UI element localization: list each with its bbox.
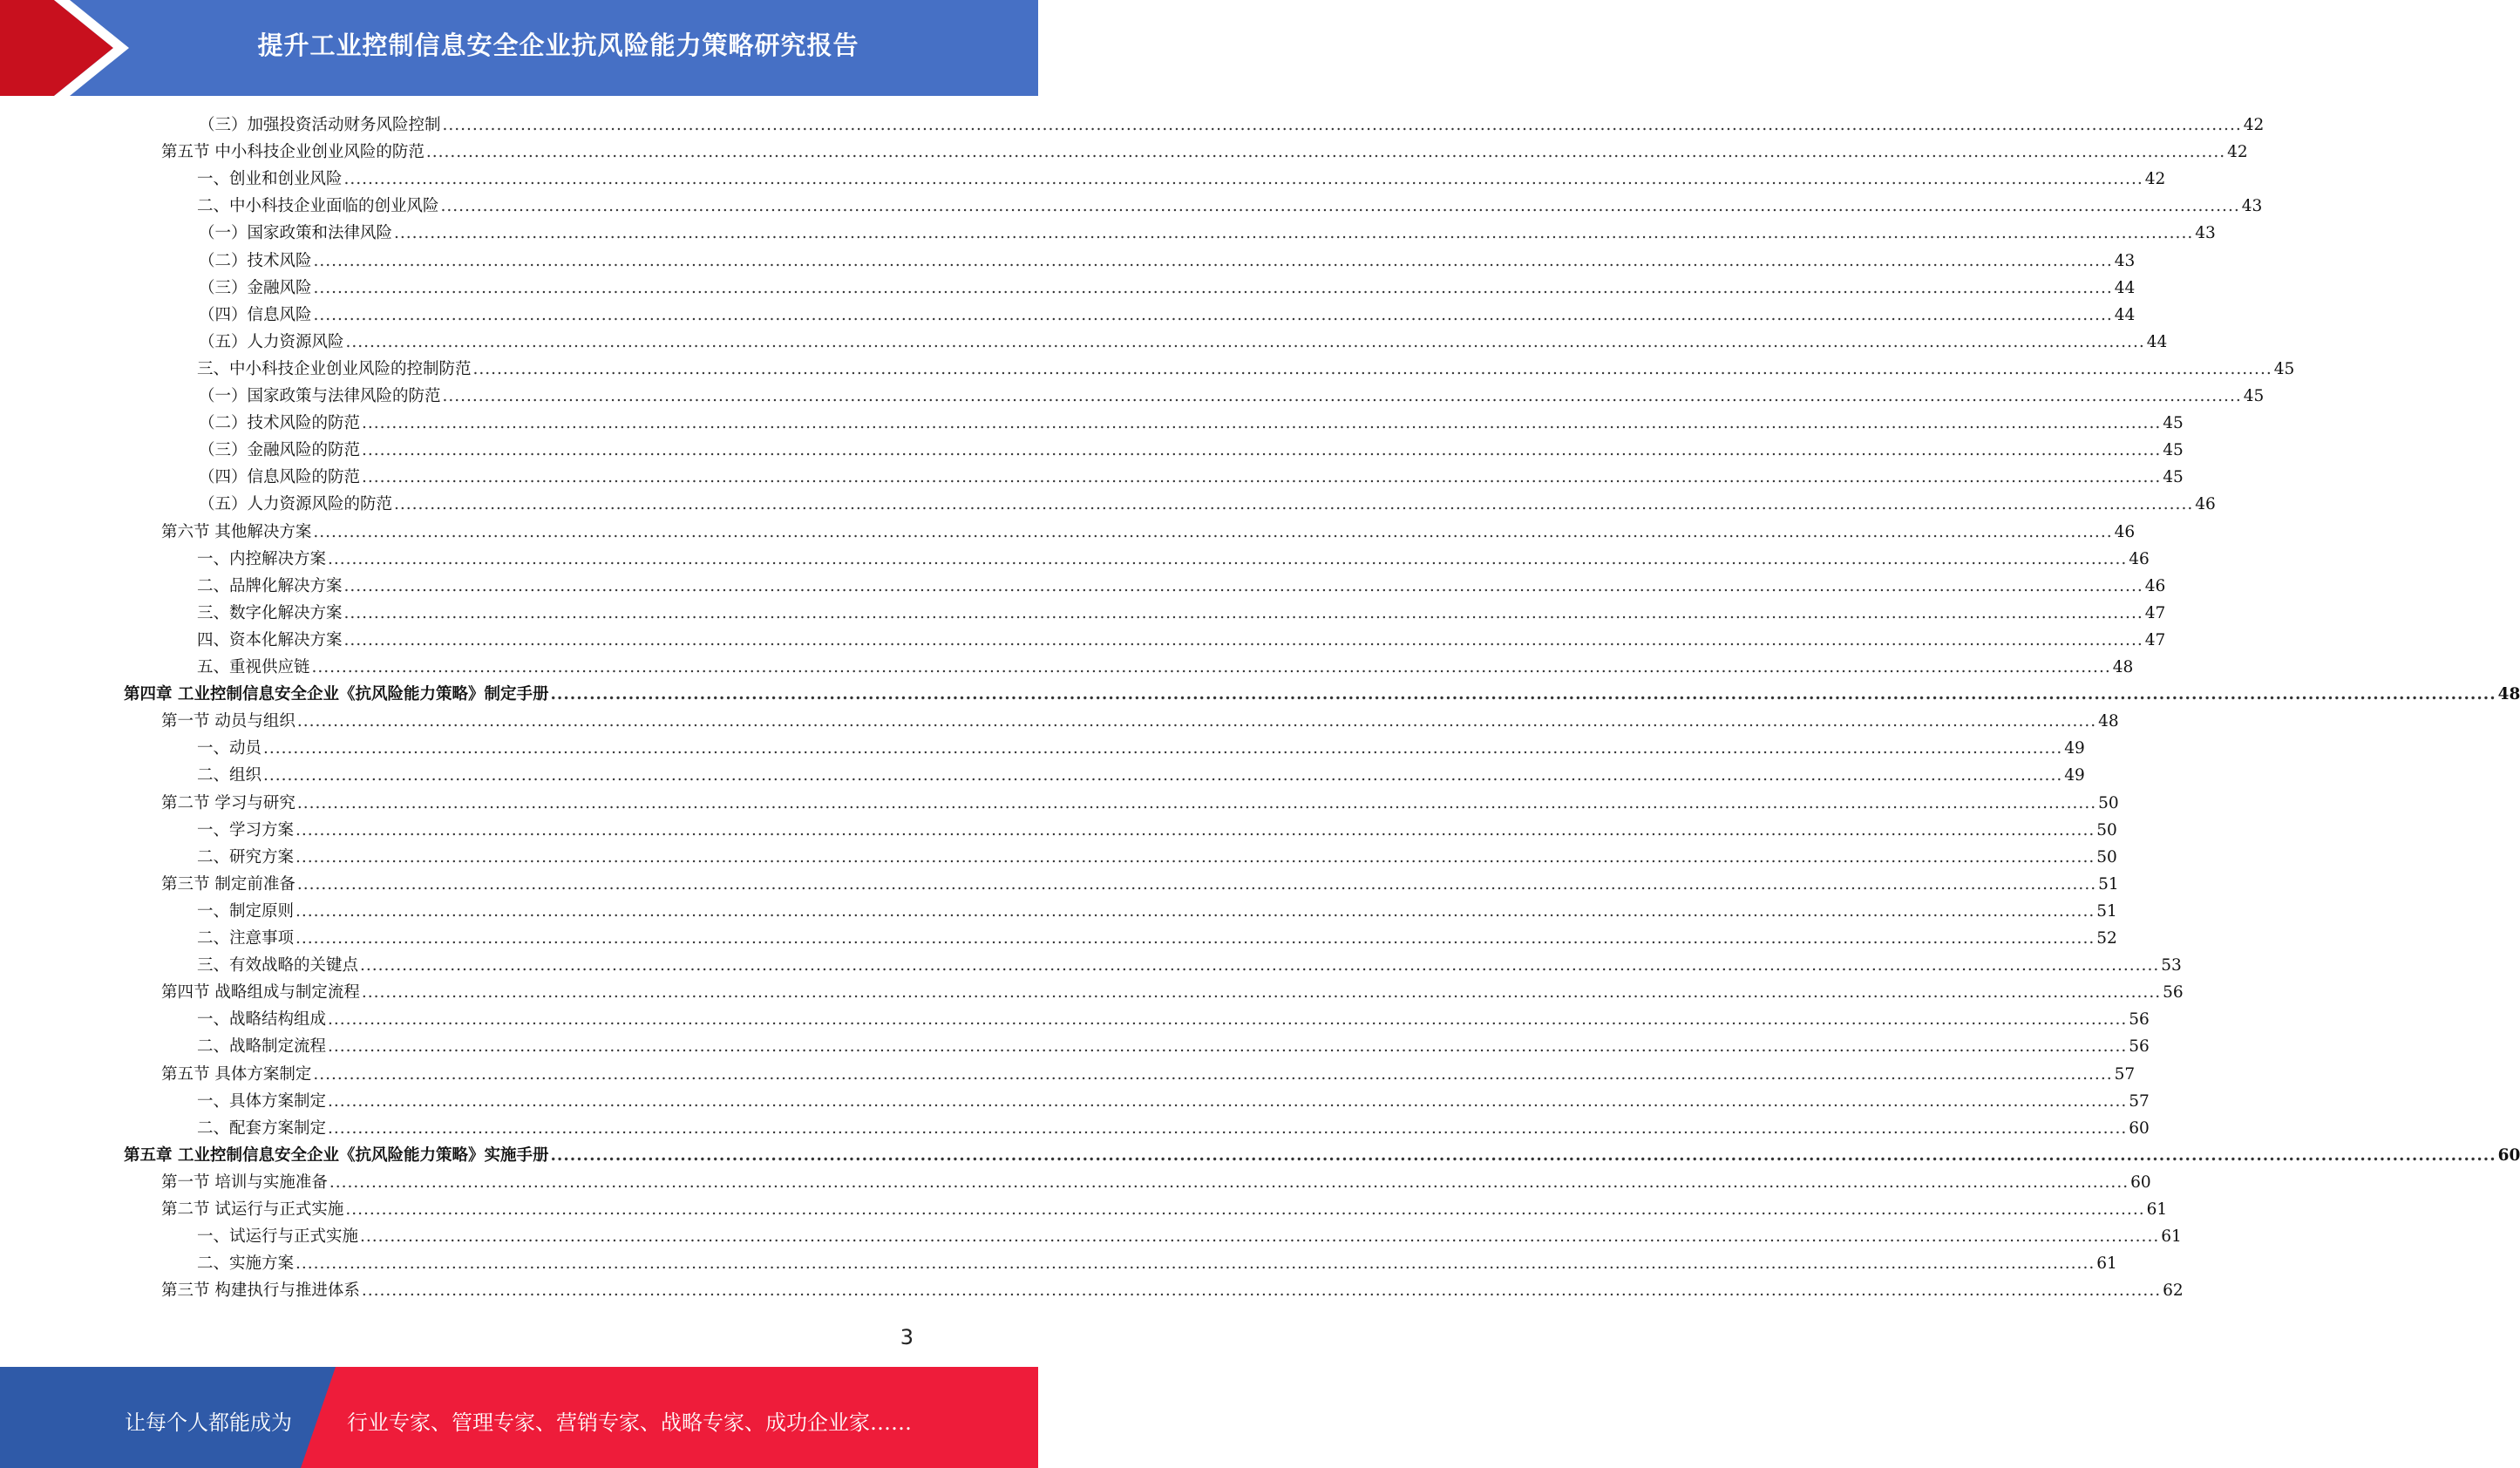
toc-dot-leader: ............................................................................................................................................................................................................................................................................................................: [296, 874, 2097, 894]
toc-entry-page: 61: [2096, 1254, 2117, 1274]
toc-entry-label: （一）国家政策与法律风险的防范: [199, 387, 441, 405]
toc-entry-label: 二、战略制定流程: [197, 1037, 327, 1057]
toc-entry[interactable]: [161, 1169, 2151, 1196]
toc-entry[interactable]: [197, 546, 2150, 573]
toc-entry-label: 第三节 构建执行与推进体系: [161, 1281, 360, 1301]
toc-entry[interactable]: [197, 356, 2295, 383]
toc-entry-page: 52: [2096, 929, 2117, 948]
toc-entry-label: 一、学习方案: [197, 820, 295, 839]
toc-entry[interactable]: [199, 437, 2184, 464]
header-bar: [0, 0, 1038, 96]
toc-entry-label: 二、实施方案: [197, 1254, 295, 1274]
toc-entry-page: 51: [2098, 874, 2119, 894]
toc-entry[interactable]: [197, 600, 2166, 627]
toc-entry-label: 第四节 战略组成与制定流程: [161, 983, 360, 1002]
toc-entry[interactable]: [197, 1223, 2182, 1250]
toc-dot-leader: ............................................................................................................................................................................................................................................................................................................: [295, 929, 2095, 948]
toc-dot-leader: ............................................................................................................................................................................................................................................................................................................: [328, 1037, 2128, 1057]
toc-entry-label: 一、制定原则: [197, 901, 295, 921]
toc-entry[interactable]: [199, 464, 2184, 491]
toc-entry-page: 57: [2114, 1064, 2136, 1084]
toc-dot-leader: ............................................................................................................................................................................................................................................................................................................: [296, 712, 2097, 731]
toc-entry-page: 48: [2112, 658, 2134, 676]
toc-entry[interactable]: [197, 1033, 2150, 1060]
toc-entry-page: 42: [2144, 170, 2166, 189]
toc-dot-leader: ............................................................................................................................................................................................................................................................................................................: [295, 820, 2095, 839]
toc-entry-page: 51: [2096, 901, 2117, 921]
toc-entry-page: 50: [2096, 847, 2117, 867]
toc-dot-leader: ............................................................................................................................................................................................................................................................................................................: [394, 495, 2194, 514]
toc-entry-page: 46: [2129, 549, 2150, 568]
toc-entry-label: 二、注意事项: [197, 929, 295, 948]
toc-entry-label: 第二节 试运行与正式实施: [161, 1200, 344, 1219]
toc-dot-leader: ............................................................................................................................................................................................................................................................................................................: [295, 1254, 2095, 1274]
toc-entry-page: 60: [2497, 1145, 2520, 1165]
toc-entry-label: （四）信息风险: [199, 305, 312, 324]
toc-entry[interactable]: [161, 708, 2119, 735]
toc-entry[interactable]: [197, 193, 2263, 220]
toc-entry-label: 三、有效战略的关键点: [197, 956, 359, 975]
toc-dot-leader: ............................................................................................................................................................................................................................................................................................................: [442, 116, 2242, 134]
toc-entry-page: 56: [2129, 1010, 2150, 1030]
toc-entry[interactable]: [124, 681, 2520, 708]
toc-entry-page: 48: [2497, 685, 2520, 704]
toc-entry-label: 一、创业和创业风险: [197, 170, 343, 189]
toc-entry-page: 62: [2163, 1281, 2184, 1301]
toc-entry-label: 一、内控解决方案: [197, 549, 327, 568]
toc-dot-leader: ............................................................................................................................................................................................................................................................................................................: [328, 1091, 2128, 1111]
toc-entry-label: 第二节 学习与研究: [161, 793, 295, 812]
toc-dot-leader: ............................................................................................................................................................................................................................................................................................................: [345, 1200, 2145, 1219]
toc-entry[interactable]: [197, 925, 2117, 952]
toc-entry[interactable]: [199, 112, 2265, 139]
toc-entry[interactable]: [199, 410, 2184, 437]
toc-entry-page: 47: [2144, 630, 2166, 649]
toc-entry-page: 45: [2163, 441, 2184, 460]
toc-dot-leader: ............................................................................................................................................................................................................................................................................................................: [313, 522, 2113, 541]
toc-entry-label: （五）人力资源风险的防范: [199, 495, 393, 514]
toc-dot-leader: ............................................................................................................................................................................................................................................................................................................: [343, 170, 2143, 189]
toc-entry[interactable]: [161, 790, 2119, 817]
toc-entry-label: 第一节 培训与实施准备: [161, 1172, 328, 1192]
toc-entry[interactable]: [161, 871, 2119, 898]
toc-entry-label: 第六节 其他解决方案: [161, 522, 312, 541]
page-number: 3: [900, 1325, 914, 1349]
toc-entry-page: 44: [2114, 305, 2136, 324]
toc-entry-page: 56: [2129, 1037, 2150, 1057]
toc-dot-leader: ............................................................................................................................................................................................................................................................................................................: [295, 901, 2095, 921]
toc-entry-label: 第四章 工业控制信息安全企业《抗风险能力策略》制定手册: [124, 685, 549, 704]
toc-entry-label: （五）人力资源风险: [199, 332, 344, 351]
toc-entry-page: 61: [2146, 1200, 2168, 1219]
toc-entry-label: （三）金融风险: [199, 278, 312, 297]
toc-dot-leader: ............................................................................................................................................................................................................................................................................................................: [362, 414, 2162, 433]
toc-entry-page: 50: [2096, 820, 2117, 839]
toc-entry-page: 47: [2144, 603, 2166, 622]
toc-dot-leader: ............................................................................................................................................................................................................................................................................................................: [394, 224, 2194, 243]
toc-entry[interactable]: [199, 220, 2216, 247]
toc-entry[interactable]: [161, 979, 2184, 1006]
toc-dot-leader: ............................................................................................................................................................................................................................................................................................................: [361, 1281, 2162, 1301]
toc-dot-leader: ............................................................................................................................................................................................................................................................................................................: [440, 197, 2240, 216]
toc-dot-leader: ............................................................................................................................................................................................................................................................................................................: [361, 983, 2162, 1002]
toc-entry-page: 44: [2146, 332, 2168, 351]
toc-entry-page: 45: [2163, 414, 2184, 433]
toc-dot-leader: ............................................................................................................................................................................................................................................................................................................: [328, 1010, 2128, 1030]
toc-dot-leader: ............................................................................................................................................................................................................................................................................................................: [360, 1227, 2160, 1247]
toc-entry[interactable]: [197, 762, 2085, 789]
toc-entry-label: 一、试运行与正式实施: [197, 1227, 359, 1247]
footer-slogan-left: 让每个人都能成为: [125, 1410, 292, 1435]
toc-entry-label: 一、战略结构组成: [197, 1010, 327, 1030]
toc-entry-page: 42: [2243, 116, 2265, 134]
toc-entry-page: 49: [2064, 739, 2085, 758]
toc-entry[interactable]: [199, 248, 2136, 275]
toc-entry-label: 第五节 具体方案制定: [161, 1064, 312, 1084]
toc-dot-leader: ............................................................................................................................................................................................................................................................................................................: [343, 603, 2143, 622]
footer-banner: [0, 1367, 1038, 1468]
toc-dot-leader: ............................................................................................................................................................................................................................................................................................................: [329, 1172, 2129, 1192]
toc-dot-leader: ............................................................................................................................................................................................................................................................................................................: [313, 305, 2113, 324]
toc-dot-leader: ............................................................................................................................................................................................................................................................................................................: [263, 739, 2063, 758]
toc-dot-leader: ............................................................................................................................................................................................................................................................................................................: [362, 468, 2162, 487]
toc-dot-leader: ............................................................................................................................................................................................................................................................................................................: [550, 685, 2496, 704]
toc-entry[interactable]: [161, 139, 2248, 166]
toc-entry-page: 56: [2163, 983, 2184, 1002]
toc-dot-leader: ............................................................................................................................................................................................................................................................................................................: [360, 956, 2160, 975]
toc-entry-page: 57: [2129, 1091, 2150, 1111]
toc-entry-label: 二、中小科技企业面临的创业风险: [197, 197, 439, 216]
toc-entry[interactable]: [197, 1250, 2117, 1277]
toc-entry[interactable]: [161, 519, 2136, 546]
toc-entry[interactable]: [197, 1088, 2150, 1115]
toc-entry-label: 二、组织: [197, 766, 262, 785]
toc-entry-page: 43: [2241, 197, 2263, 216]
toc-dot-leader: ............................................................................................................................................................................................................................................................................................................: [425, 143, 2226, 162]
toc-dot-leader: ............................................................................................................................................................................................................................................................................................................: [328, 1118, 2128, 1138]
toc-dot-leader: ............................................................................................................................................................................................................................................................................................................: [550, 1145, 2496, 1165]
toc-entry[interactable]: [197, 627, 2166, 654]
toc-entry-page: 43: [2114, 251, 2136, 270]
toc-entry[interactable]: [161, 1277, 2184, 1304]
toc-entry[interactable]: [197, 817, 2117, 844]
toc-entry-label: 二、配套方案制定: [197, 1118, 327, 1138]
toc-entry-page: 48: [2098, 712, 2119, 731]
toc-dot-leader: ............................................................................................................................................................................................................................................................................................................: [442, 387, 2242, 405]
toc-entry-page: 45: [2273, 359, 2295, 378]
toc-entry-page: 46: [2144, 576, 2166, 595]
toc-dot-leader: ............................................................................................................................................................................................................................................................................................................: [343, 630, 2143, 649]
toc-entry-label: （三）金融风险的防范: [199, 441, 361, 460]
toc-dot-leader: ............................................................................................................................................................................................................................................................................................................: [313, 278, 2113, 297]
toc-entry-label: （二）技术风险: [199, 251, 312, 270]
toc-entry-label: 五、重视供应链: [197, 658, 310, 676]
toc-entry[interactable]: [197, 1115, 2150, 1142]
toc-entry-page: 44: [2114, 278, 2136, 297]
toc-dot-leader: ............................................................................................................................................................................................................................................................................................................: [263, 766, 2063, 785]
toc-entry-label: 二、品牌化解决方案: [197, 576, 343, 595]
toc-entry[interactable]: [197, 166, 2166, 193]
toc-entry-label: （一）国家政策和法律风险: [199, 224, 393, 243]
toc-entry-page: 45: [2243, 387, 2265, 405]
toc-entry[interactable]: [197, 898, 2117, 925]
footer-slogan-right: 行业专家、管理专家、营销专家、战略专家、成功企业家……: [347, 1410, 912, 1435]
document-title: 提升工业控制信息安全企业抗风险能力策略研究报告: [257, 31, 859, 60]
toc-dot-leader: ............................................................................................................................................................................................................................................................................................................: [362, 441, 2162, 460]
toc-dot-leader: ............................................................................................................................................................................................................................................................................................................: [472, 359, 2272, 378]
toc-entry-page: 46: [2195, 495, 2216, 514]
toc-entry[interactable]: [197, 844, 2117, 871]
toc-entry-page: 49: [2064, 766, 2085, 785]
toc-entry-page: 43: [2195, 224, 2216, 243]
toc-entry-label: （二）技术风险的防范: [199, 414, 361, 433]
toc-entry-page: 42: [2227, 143, 2248, 162]
toc-entry[interactable]: [161, 1061, 2136, 1088]
toc-entry[interactable]: [124, 1142, 2520, 1169]
toc-entry-label: 第一节 动员与组织: [161, 712, 295, 731]
toc-entry-page: 61: [2161, 1227, 2182, 1247]
toc-entry-label: 二、研究方案: [197, 847, 295, 867]
toc-dot-leader: ............................................................................................................................................................................................................................................................................................................: [313, 1064, 2113, 1084]
toc-entry-page: 53: [2161, 956, 2182, 975]
toc-entry[interactable]: [199, 491, 2216, 518]
toc-entry[interactable]: [197, 735, 2085, 762]
toc-dot-leader: ............................................................................................................................................................................................................................................................................................................: [343, 576, 2143, 595]
toc-entry-label: （四）信息风险的防范: [199, 468, 361, 487]
toc-entry[interactable]: [197, 573, 2166, 600]
toc-entry-page: 60: [2129, 1118, 2150, 1138]
toc-entry[interactable]: [197, 1006, 2150, 1033]
toc-dot-leader: ............................................................................................................................................................................................................................................................................................................: [295, 847, 2095, 867]
toc-entry-label: 一、动员: [197, 739, 262, 758]
toc-entry-page: 46: [2114, 522, 2136, 541]
toc-entry-label: 一、具体方案制定: [197, 1091, 327, 1111]
toc-entry-label: 第三节 制定前准备: [161, 874, 295, 894]
toc-dot-leader: ............................................................................................................................................................................................................................................................................................................: [328, 549, 2128, 568]
toc-entry-label: 第五章 工业控制信息安全企业《抗风险能力策略》实施手册: [124, 1145, 549, 1165]
toc-entry[interactable]: [197, 654, 2134, 681]
toc-dot-leader: ............................................................................................................................................................................................................................................................................................................: [313, 251, 2113, 270]
toc-entry-page: 60: [2130, 1172, 2151, 1192]
toc-entry[interactable]: [199, 329, 2168, 356]
toc-entry-label: 四、资本化解决方案: [197, 630, 343, 649]
toc-entry-label: 三、数字化解决方案: [197, 603, 343, 622]
toc-entry-page: 50: [2098, 793, 2119, 812]
toc-entry[interactable]: [199, 275, 2136, 302]
toc-entry[interactable]: [199, 302, 2136, 329]
toc-dot-leader: ............................................................................................................................................................................................................................................................................................................: [311, 658, 2111, 676]
toc-entry[interactable]: [197, 952, 2182, 979]
toc-entry-label: 三、中小科技企业创业风险的控制防范: [197, 359, 472, 378]
toc-entry-page: 45: [2163, 468, 2184, 487]
toc-entry[interactable]: [161, 1196, 2168, 1223]
toc-entry[interactable]: [199, 383, 2265, 410]
toc-dot-leader: ............................................................................................................................................................................................................................................................................................................: [345, 332, 2145, 351]
toc-entry-label: 第五节 中小科技企业创业风险的防范: [161, 143, 425, 162]
toc-entry-label: （三）加强投资活动财务风险控制: [199, 116, 441, 134]
toc-dot-leader: ............................................................................................................................................................................................................................................................................................................: [296, 793, 2097, 812]
